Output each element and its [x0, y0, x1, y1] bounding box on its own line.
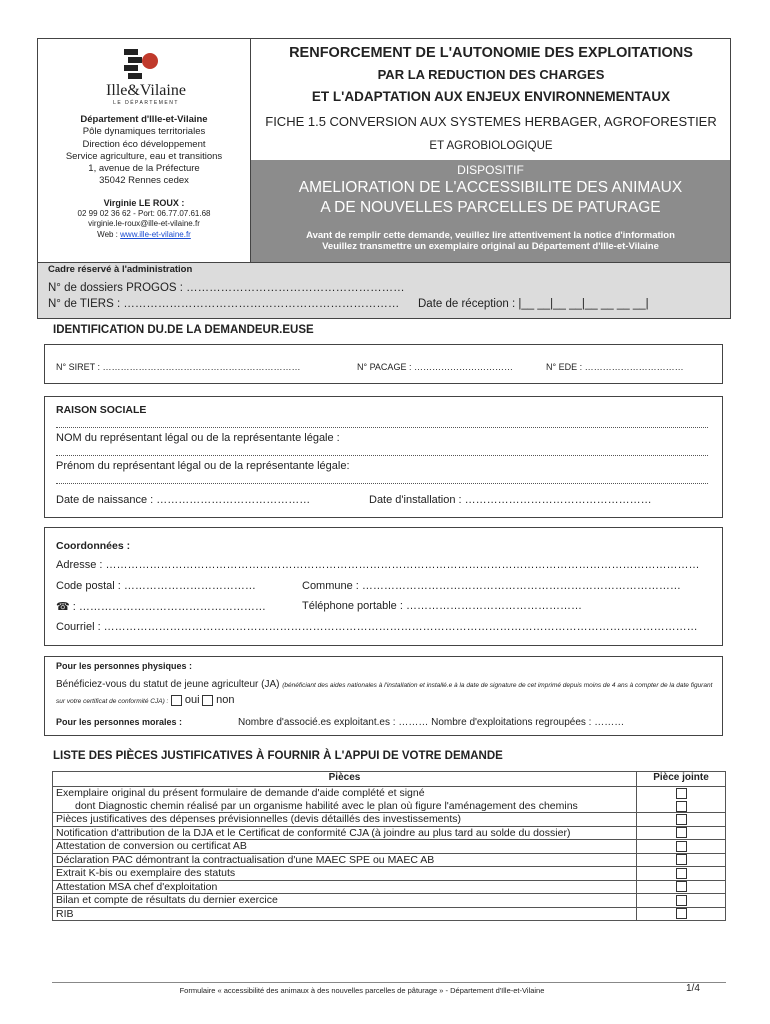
notice-line2: Veuillez transmettre un exemplaire original au Département d'Ille-et-Vilaine — [322, 241, 659, 252]
admin-reception[interactable]: Date de réception : |__ __|__ __|__ __ __ __| — [418, 298, 649, 310]
identification-heading: IDENTIFICATION DU.DE LA DEMANDEUR.EUSE — [53, 324, 314, 336]
piece-label: Attestation MSA chef d'exploitation — [53, 880, 637, 894]
ja-oui-label: oui — [184, 694, 200, 706]
piece-label: Notification d'attribution de la DJA et le Certificat de conformité CJA (à joindre au plus tard au solde du dossier) — [53, 826, 637, 840]
nom-label: NOM du représentant légal ou de la représentante légale : — [56, 432, 340, 444]
checkbox-cell — [637, 867, 726, 881]
notice-line1: Avant de remplir cette demande, veuillez lire attentivement la notice d'information — [306, 230, 675, 241]
installation-field[interactable]: Date d'installation : …………………………………………… — [369, 494, 652, 506]
org-address — [40, 114, 248, 188]
admin-tiers[interactable]: N° de TIERS : ……………………………………………………………… — [48, 298, 400, 310]
piece-checkbox[interactable] — [676, 868, 687, 879]
col-pieces: Pièces — [53, 772, 637, 787]
checkbox-cell — [637, 840, 726, 854]
contact-block — [40, 198, 248, 240]
raison-sociale-title: RAISON SOCIALE — [56, 404, 147, 416]
table-row — [53, 813, 726, 827]
morales-fields[interactable]: Nombre d'associé.es exploitant.es : ……… Nombre d'exploitations regroupées : ……… — [238, 717, 625, 728]
ja-oui-checkbox[interactable] — [171, 695, 182, 706]
title-line2: PAR LA REDUCTION DES CHARGES — [377, 67, 605, 82]
ede-field[interactable]: N° EDE : …………………………… — [546, 362, 684, 372]
courriel-field[interactable]: Courriel : ……………………………………………………………………………………………………………………………………………… — [56, 621, 698, 633]
table-header-row — [53, 772, 726, 787]
table-row — [53, 826, 726, 840]
piece-label: Pièces justificatives des dépenses prévisionnelles (devis détaillés des investissements) — [53, 813, 637, 827]
checkbox-cell — [637, 853, 726, 867]
contact-phone: 02 99 02 36 62 - Port: 06.77.07.61.68 — [77, 208, 211, 218]
ja-note: (bénéficiant des aides nationales à l'installation et installé.e à la date de signature de cet imprimé depuis moins de 4 ans à compter de la date figurant sur votre certificat de conformité CJA) : — [56, 682, 713, 705]
piece-label: Bilan et compte de résultats du dernier exercice — [53, 894, 637, 908]
piece-checkbox[interactable] — [676, 814, 687, 825]
dispositif-title2: A DE NOUVELLES PARCELLES DE PATURAGE — [320, 199, 661, 216]
piece-label: RIB — [53, 907, 637, 921]
org-line: Direction éco développement — [82, 138, 206, 150]
piece-checkbox[interactable] — [676, 895, 687, 906]
ja-question-block — [56, 678, 716, 709]
piece-checkbox[interactable] — [676, 908, 687, 919]
piece-label: Exemplaire original du présent formulaire de demande d'aide complété et signé — [56, 787, 425, 799]
logo-subtext: LE DÉPARTEMENT — [113, 100, 179, 106]
form-title — [251, 42, 731, 108]
piece-checkbox[interactable] — [676, 841, 687, 852]
code-postal-field[interactable]: Code postal : ……………………………… — [56, 580, 256, 592]
ja-non-label: non — [216, 694, 235, 706]
fiche-line1: FICHE 1.5 CONVERSION AUX SYSTEMES HERBAGER, AGROFORESTIER — [265, 114, 717, 129]
naissance-field[interactable]: Date de naissance : …………………………………… — [56, 494, 311, 506]
pacage-field[interactable]: N° PACAGE : …………………………… — [357, 362, 513, 372]
org-line: Pôle dynamiques territoriales — [82, 126, 206, 138]
pieces-table — [52, 771, 726, 921]
piece-label: dont Diagnostic chemin réalisé par un organisme habilité avec le plan où figure l'aménagement des chemins — [75, 799, 578, 812]
contact-web — [40, 230, 248, 241]
checkbox-cell — [637, 813, 726, 827]
adresse-field[interactable]: Adresse : ……………………………………………………………………………………………………………………………………………… — [56, 559, 700, 571]
prenom-input[interactable] — [56, 474, 708, 484]
commune-field[interactable]: Commune : …………………………………………………………………………… — [302, 580, 681, 592]
footer-rule — [52, 982, 726, 983]
telephone-field[interactable]: ☎ : …………………………………………… — [56, 601, 266, 613]
col-piece-jointe: Pièce jointe — [637, 772, 726, 787]
piece-label: Extrait K-bis ou exemplaire des statuts — [53, 867, 637, 881]
org-line: Service agriculture, eau et transitions — [65, 150, 223, 162]
table-row — [53, 853, 726, 867]
fiche-line2: ET AGROBIOLOGIQUE — [429, 140, 553, 152]
org-name: Département d'Ille-et-Vilaine — [80, 114, 208, 125]
morales-title: Pour les personnes morales : — [56, 717, 183, 727]
contact-email: virginie.le-roux@ille-et-vilaine.fr — [88, 219, 200, 228]
contact-name: Virginie LE ROUX : — [103, 198, 185, 208]
web-label: Web : — [97, 229, 121, 239]
admin-progos[interactable]: N° de dossiers PROGOS : ………………………………………………… — [48, 282, 405, 294]
page-number: 1/4 — [686, 983, 700, 994]
pieces-heading: LISTE DES PIÈCES JUSTIFICATIVES À FOURNIR À L'APPUI DE VOTRE DEMANDE — [53, 750, 503, 762]
checkbox-cell — [637, 894, 726, 908]
table-row — [53, 894, 726, 908]
piece-checkbox[interactable] — [676, 788, 687, 799]
piece-checkbox[interactable] — [676, 854, 687, 865]
piece-checkbox[interactable] — [676, 801, 687, 812]
dispositif-title1: AMELIORATION DE L'ACCESSIBILITE DES ANIMAUX — [298, 179, 683, 196]
dispositif-label: DISPOSITIF — [457, 163, 524, 177]
checkbox-cell — [637, 787, 726, 813]
nom-input[interactable] — [56, 446, 708, 456]
footer-text: Formulaire « accessibilité des animaux à des nouvelles parcelles de pâturage » - Département d'Ille-et-Vilaine — [179, 986, 545, 995]
physiques-title: Pour les personnes physiques : — [56, 661, 193, 671]
ja-non-checkbox[interactable] — [202, 695, 213, 706]
table-row — [53, 907, 726, 921]
table-row — [53, 880, 726, 894]
title-line3: ET L'ADAPTATION AUX ENJEUX ENVIRONNEMENTAUX — [311, 89, 671, 104]
coordonnees-title: Coordonnées : — [56, 540, 131, 552]
admin-title: Cadre réservé à l'administration — [48, 264, 193, 275]
raison-sociale-input[interactable] — [56, 418, 708, 428]
org-line: 1, avenue de la Préfecture — [88, 163, 200, 175]
ja-question: Bénéficiez-vous du statut de jeune agriculteur (JA) — [56, 679, 280, 690]
piece-cell — [53, 787, 637, 813]
piece-checkbox[interactable] — [676, 881, 687, 892]
table-row — [53, 867, 726, 881]
piece-checkbox[interactable] — [676, 827, 687, 838]
prenom-label: Prénom du représentant légal ou de la représentante légale: — [56, 460, 350, 472]
checkbox-cell — [637, 880, 726, 894]
portable-field[interactable]: Téléphone portable : ………………………………………… — [302, 600, 582, 612]
fiche-title — [251, 110, 731, 158]
siret-field[interactable]: N° SIRET : ………………………………………………………… — [56, 362, 301, 372]
org-line: 35042 Rennes cedex — [99, 175, 189, 187]
dispositif-banner — [251, 160, 730, 263]
piece-label: Attestation de conversion ou certificat AB — [53, 840, 637, 854]
logo-text: Ille&Vilaine — [106, 82, 186, 99]
table-row — [53, 787, 726, 813]
department-logo — [118, 45, 166, 83]
table-row — [53, 840, 726, 854]
checkbox-cell — [637, 907, 726, 921]
piece-label: Déclaration PAC démontrant la contractualisation d'une MAEC SPE ou MAEC AB — [53, 853, 637, 867]
web-link[interactable]: www.ille-et-vilaine.fr — [120, 229, 191, 239]
checkbox-cell — [637, 826, 726, 840]
title-line1: RENFORCEMENT DE L'AUTONOMIE DES EXPLOITATIONS — [289, 45, 693, 61]
